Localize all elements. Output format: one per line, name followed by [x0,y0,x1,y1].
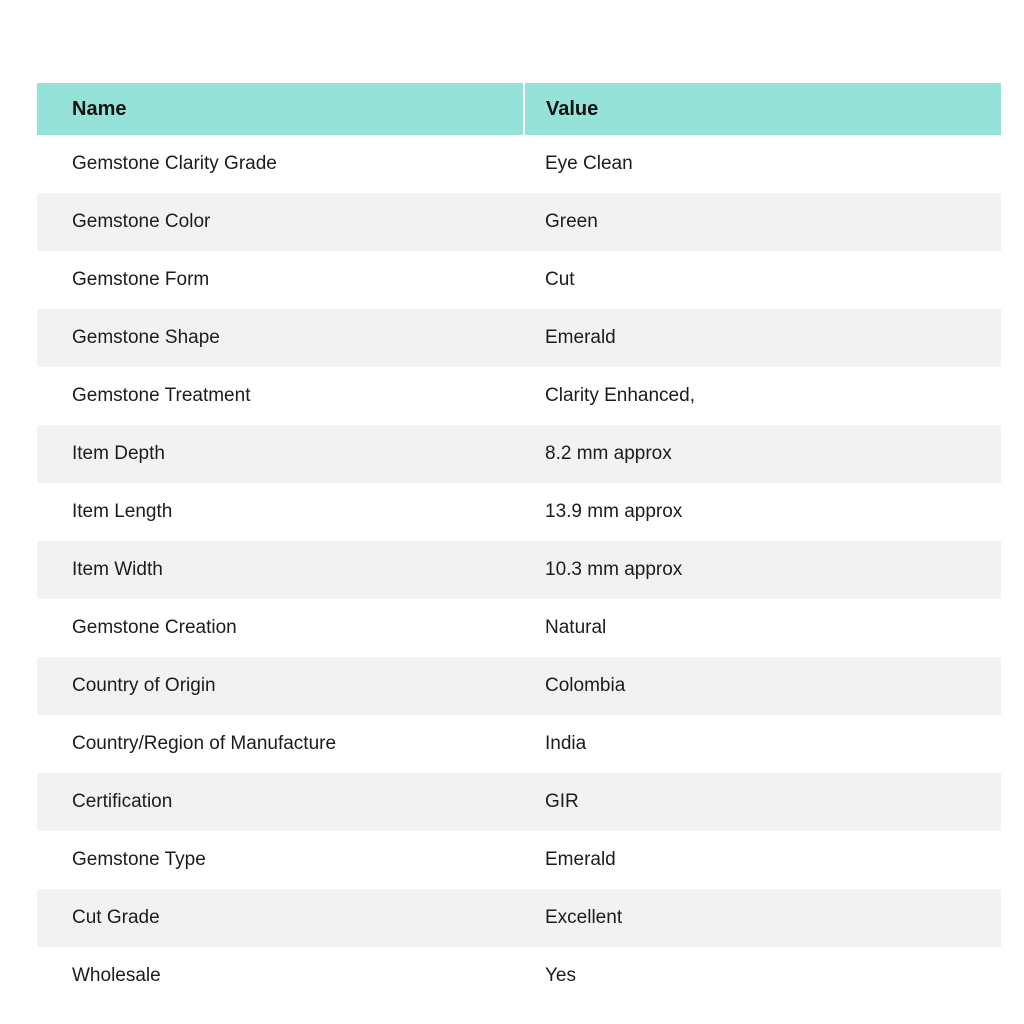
attribute-value-cell: 10.3 mm approx [524,541,1001,599]
table-row [37,425,1001,483]
table-row [37,135,1001,193]
attribute-name-cell: Item Length [37,483,524,541]
table-row [37,715,1001,773]
item-specifics-table [37,83,1001,1005]
table-row [37,831,1001,889]
attribute-value-cell: 8.2 mm approx [524,425,1001,483]
attribute-value-cell: 13.9 mm approx [524,483,1001,541]
table-row [37,251,1001,309]
attribute-value-cell: GIR [524,773,1001,831]
table-row [37,309,1001,367]
attribute-value-cell: Green [524,193,1001,251]
attribute-value-cell: Clarity Enhanced, [524,367,1001,425]
attribute-name-cell: Certification [37,773,524,831]
attribute-value-cell: Natural [524,599,1001,657]
attribute-name-cell: Wholesale [37,947,524,1005]
attribute-value-cell: Colombia [524,657,1001,715]
attribute-name-cell: Gemstone Creation [37,599,524,657]
attribute-name-cell: Item Width [37,541,524,599]
attribute-value-cell: Emerald [524,309,1001,367]
table-row [37,193,1001,251]
table-body [37,135,1001,1005]
attribute-value-cell: Eye Clean [524,135,1001,193]
attribute-name-cell: Cut Grade [37,889,524,947]
column-header-name: Name [37,83,524,135]
table-row [37,599,1001,657]
table-row [37,483,1001,541]
attribute-name-cell: Gemstone Color [37,193,524,251]
attribute-value-cell: Emerald [524,831,1001,889]
attribute-name-cell: Item Depth [37,425,524,483]
attribute-value-cell: Excellent [524,889,1001,947]
table-row [37,367,1001,425]
table-row [37,773,1001,831]
attribute-name-cell: Gemstone Type [37,831,524,889]
attribute-value-cell: Cut [524,251,1001,309]
attribute-name-cell: Country of Origin [37,657,524,715]
attribute-name-cell: Gemstone Treatment [37,367,524,425]
attribute-name-cell: Gemstone Shape [37,309,524,367]
attribute-value-cell: India [524,715,1001,773]
attribute-name-cell: Country/Region of Manufacture [37,715,524,773]
attribute-name-cell: Gemstone Form [37,251,524,309]
attribute-name-cell: Gemstone Clarity Grade [37,135,524,193]
table-row [37,947,1001,1005]
column-header-value: Value [524,83,1001,135]
table-row [37,541,1001,599]
attribute-value-cell: Yes [524,947,1001,1005]
table-row [37,889,1001,947]
table-header-row [37,83,1001,135]
table-row [37,657,1001,715]
